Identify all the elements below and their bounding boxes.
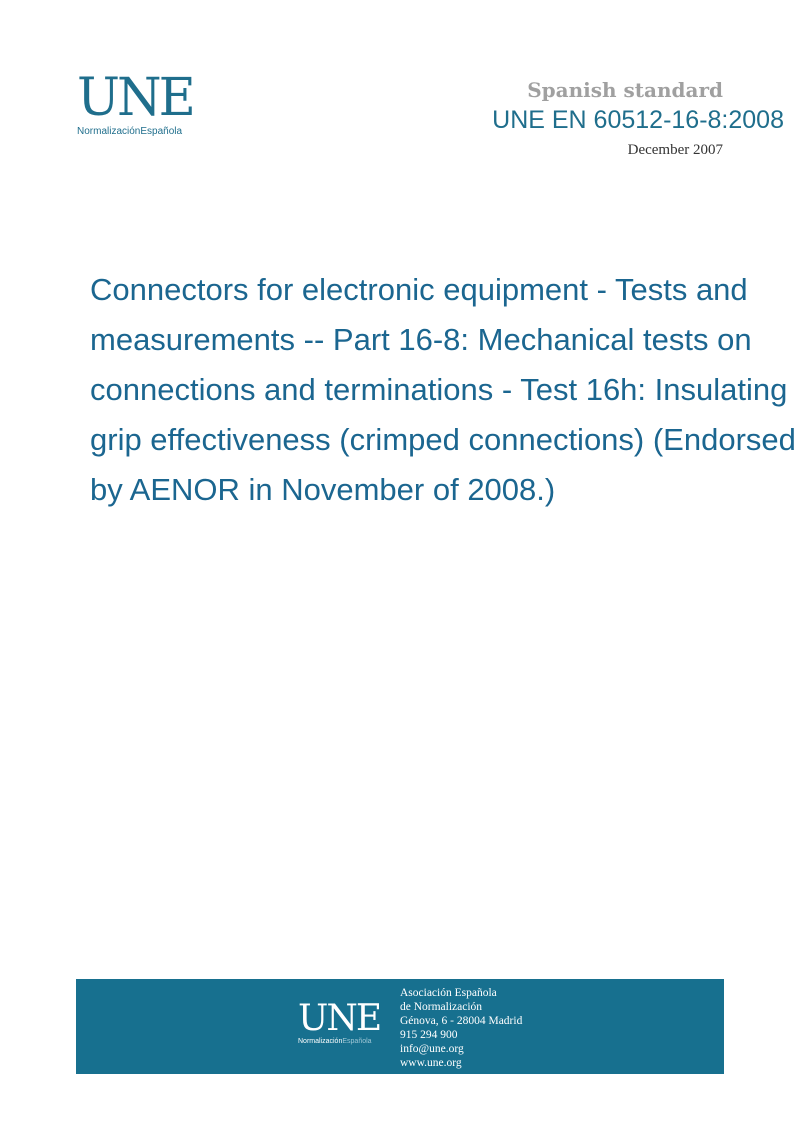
footer-logo-subtitle-b: Española <box>342 1038 372 1045</box>
title-line: by AENOR in November of 2008.) <box>90 472 556 507</box>
une-logo <box>77 68 207 137</box>
address-line-org: Asociación Española <box>400 987 497 999</box>
standard-kind: Spanish standard <box>527 78 723 102</box>
document-title <box>90 265 800 525</box>
footer-logo-subtitle <box>298 1038 388 1045</box>
footer-address <box>400 986 522 1070</box>
title-line: grip effectiveness (crimped connections) (Endorsed <box>90 422 796 457</box>
title-line: connections and terminations - Test 16h: Insulating <box>90 372 788 407</box>
address-line-phone: 915 294 900 <box>400 1029 458 1041</box>
standard-code: UNE EN 60512-16-8:2008 <box>492 106 784 134</box>
logo-subtitle-a: Normalización <box>77 126 141 137</box>
address-line-email[interactable]: info@une.org <box>400 1043 464 1055</box>
logo-subtitle-b: Española <box>140 126 183 137</box>
footer-logo-subtitle-a: Normalización <box>298 1038 343 1045</box>
title-line: measurements -- Part 16-8: Mechanical tests on <box>90 322 752 357</box>
footer-logo <box>298 998 388 1045</box>
title-line: Connectors for electronic equipment - Tests and <box>90 272 748 307</box>
footer-band <box>76 979 724 1074</box>
address-line-street: Génova, 6 - 28004 Madrid <box>400 1015 523 1027</box>
address-line-website[interactable]: www.une.org <box>400 1057 462 1069</box>
footer-logo-mark: UNE <box>298 998 381 1039</box>
logo-mark: UNE <box>77 68 193 128</box>
address-line-org2: de Normalización <box>400 1001 483 1013</box>
standard-date: December 2007 <box>627 142 723 158</box>
